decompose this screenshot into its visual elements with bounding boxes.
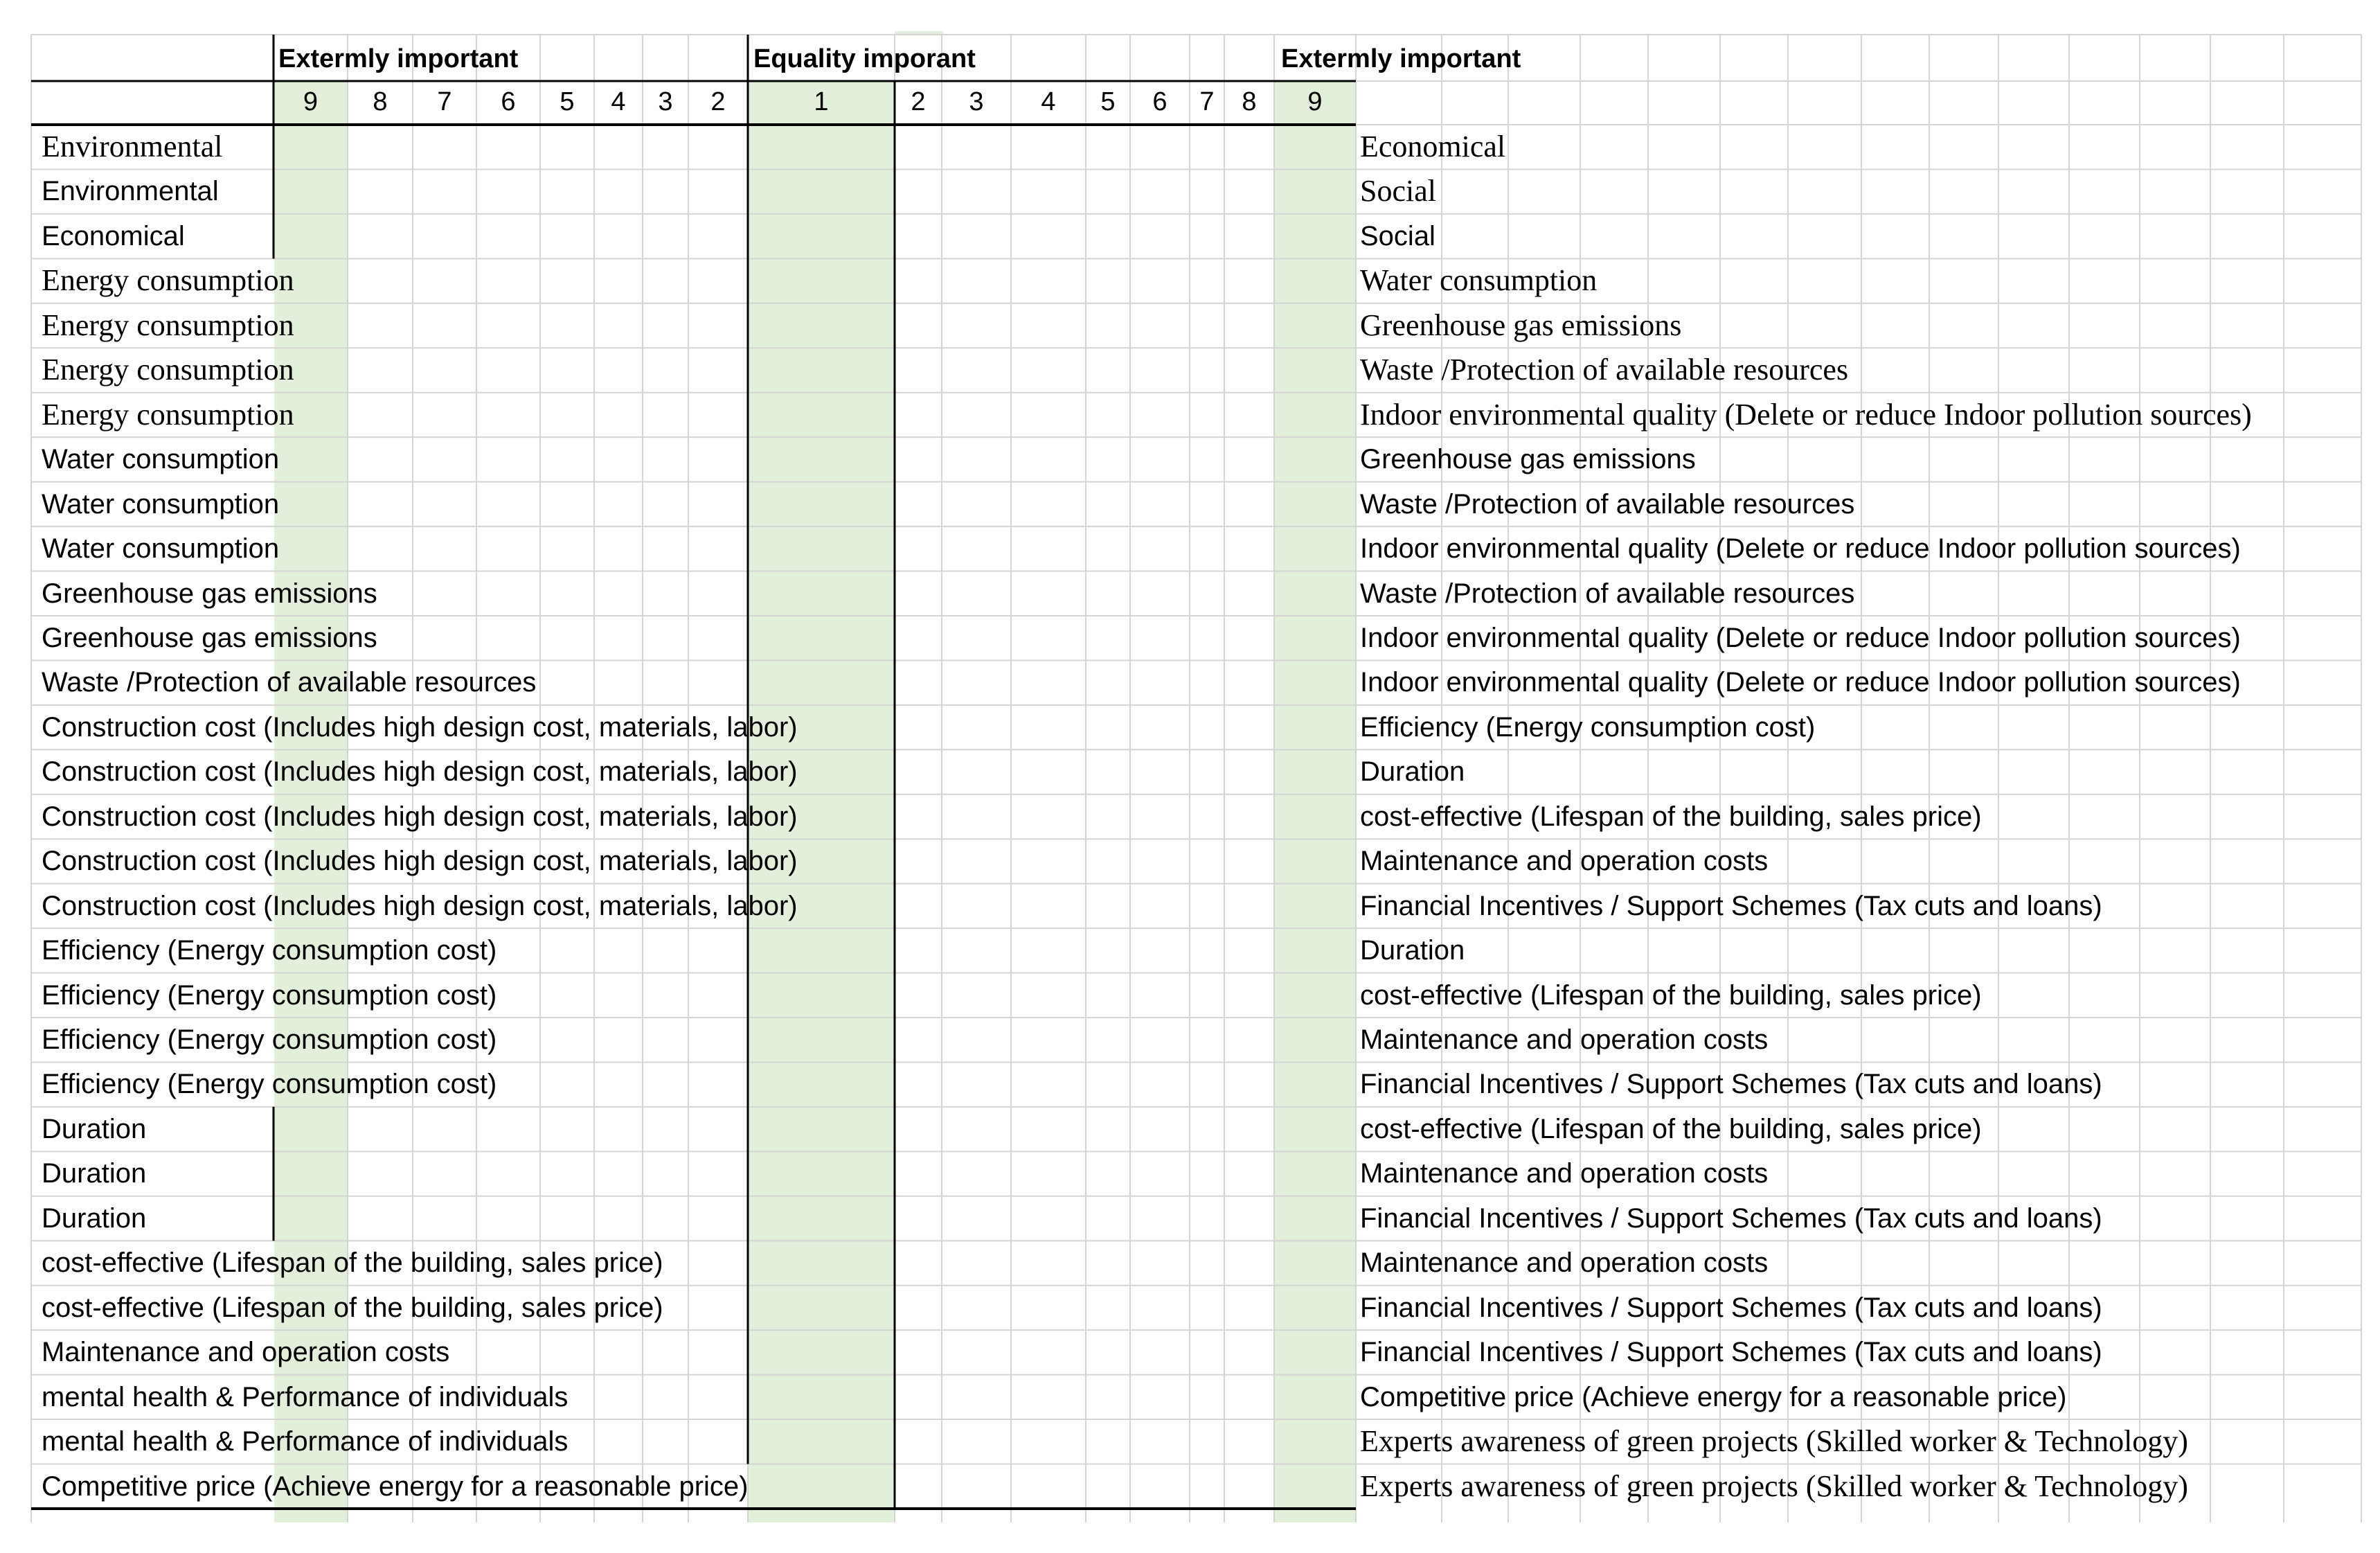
criterion-left[interactable]: Efficiency (Energy consumption cost) — [42, 1069, 497, 1100]
criterion-right[interactable]: Maintenance and operation costs — [1360, 1248, 1769, 1279]
criterion-right[interactable]: Financial Incentives / Support Schemes (Tax cuts and loans) — [1360, 1292, 2102, 1323]
criterion-left[interactable]: Water consumption — [42, 488, 280, 520]
criterion-right[interactable]: Maintenance and operation costs — [1360, 846, 1769, 877]
criterion-left[interactable]: Duration — [42, 1203, 147, 1234]
scale-number-cell[interactable]: 8 — [373, 87, 388, 116]
criterion-left[interactable]: Waste /Protection of available resources — [42, 667, 537, 698]
criterion-left[interactable]: cost-effective (Lifespan of the building, sales price) — [42, 1248, 663, 1279]
criterion-left[interactable]: Energy consumption — [42, 353, 294, 387]
criterion-left[interactable]: Maintenance and operation costs — [42, 1337, 450, 1368]
criterion-left[interactable]: Economical — [42, 220, 185, 251]
criterion-left[interactable]: Construction cost (Includes high design cost, materials, labor) — [42, 711, 798, 743]
scale-number-cell[interactable]: 4 — [1041, 87, 1056, 116]
criterion-left[interactable]: Water consumption — [42, 444, 280, 475]
scale-number-cell[interactable]: 9 — [1307, 87, 1323, 116]
scale-number-cell[interactable]: 7 — [437, 87, 452, 116]
criterion-left[interactable]: Energy consumption — [42, 308, 294, 342]
scale-number-cell[interactable]: 3 — [658, 87, 673, 116]
criterion-right[interactable]: Experts awareness of green projects (Skilled worker & Technology) — [1360, 1424, 2188, 1459]
criterion-right[interactable]: Efficiency (Energy consumption cost) — [1360, 711, 1816, 743]
scale-number-cell[interactable]: 3 — [969, 87, 984, 116]
criterion-right[interactable]: Maintenance and operation costs — [1360, 1024, 1769, 1055]
scale-number-cell[interactable]: 4 — [611, 87, 626, 116]
scale-number-cell[interactable]: 6 — [501, 87, 516, 116]
criterion-right[interactable]: Duration — [1360, 756, 1465, 788]
criterion-right[interactable]: Financial Incentives / Support Schemes (Tax cuts and loans) — [1360, 1069, 2102, 1100]
criterion-right[interactable]: Social — [1360, 220, 1435, 251]
criterion-right[interactable]: Experts awareness of green projects (Skilled worker & Technology) — [1360, 1468, 2188, 1503]
criterion-left[interactable]: Construction cost (Includes high design cost, materials, labor) — [42, 756, 798, 788]
criterion-right[interactable]: Water consumption — [1360, 263, 1598, 298]
scale-number-cell[interactable]: 2 — [710, 87, 726, 116]
criterion-right[interactable]: Indoor environmental quality (Delete or reduce Indoor pollution sources) — [1360, 667, 2241, 698]
criterion-right[interactable]: Financial Incentives / Support Schemes (Tax cuts and loans) — [1360, 1337, 2102, 1368]
scale-number-cell[interactable]: 8 — [1242, 87, 1257, 116]
criterion-right[interactable]: Waste /Protection of available resources — [1360, 488, 1855, 520]
criterion-left[interactable]: cost-effective (Lifespan of the building, sales price) — [42, 1292, 663, 1323]
criterion-right[interactable]: Indoor environmental quality (Delete or reduce Indoor pollution sources) — [1360, 397, 2252, 432]
criterion-left[interactable]: Construction cost (Includes high design cost, materials, labor) — [42, 890, 798, 921]
criterion-left[interactable]: mental health & Performance of individuals — [42, 1426, 569, 1457]
criterion-left[interactable]: Energy consumption — [42, 397, 294, 432]
scale-number-cell[interactable]: 7 — [1199, 87, 1215, 116]
criterion-right[interactable]: Greenhouse gas emissions — [1360, 308, 1682, 342]
criterion-right[interactable]: Waste /Protection of available resources — [1360, 353, 1849, 387]
criterion-right[interactable]: Indoor environmental quality (Delete or reduce Indoor pollution sources) — [1360, 622, 2241, 653]
criterion-right[interactable]: Economical — [1360, 130, 1506, 163]
criterion-left[interactable]: mental health & Performance of individuals — [42, 1381, 569, 1412]
criterion-right[interactable]: Financial Incentives / Support Schemes (Tax cuts and loans) — [1360, 890, 2102, 921]
criterion-left[interactable]: Water consumption — [42, 533, 280, 565]
criterion-left[interactable]: Environmental — [42, 176, 219, 207]
criterion-left[interactable]: Construction cost (Includes high design cost, materials, labor) — [42, 846, 798, 877]
criterion-right[interactable]: Financial Incentives / Support Schemes (Tax cuts and loans) — [1360, 1203, 2102, 1234]
criterion-right[interactable]: Competitive price (Achieve energy for a reasonable price) — [1360, 1381, 2067, 1412]
criterion-right[interactable]: cost-effective (Lifespan of the building, sales price) — [1360, 979, 1982, 1011]
criterion-left[interactable]: Greenhouse gas emissions — [42, 622, 377, 653]
criterion-left[interactable]: Efficiency (Energy consumption cost) — [42, 979, 497, 1011]
criterion-left[interactable]: Environmental — [42, 130, 223, 163]
criterion-left[interactable]: Energy consumption — [42, 263, 294, 298]
scale-number-cell[interactable]: 1 — [814, 87, 829, 116]
criterion-left[interactable]: Greenhouse gas emissions — [42, 578, 377, 609]
criterion-right[interactable]: Indoor environmental quality (Delete or reduce Indoor pollution sources) — [1360, 533, 2241, 565]
header-left-label: Extermly important — [278, 44, 519, 73]
criterion-left[interactable]: Efficiency (Energy consumption cost) — [42, 1024, 497, 1055]
criterion-left[interactable]: Competitive price (Achieve energy for a reasonable price) — [42, 1471, 749, 1502]
criterion-left[interactable]: Duration — [42, 1158, 147, 1189]
criterion-right[interactable]: Greenhouse gas emissions — [1360, 444, 1696, 475]
criterion-right[interactable]: Duration — [1360, 935, 1465, 966]
scale-number-cell[interactable]: 5 — [560, 87, 575, 116]
criterion-right[interactable]: cost-effective (Lifespan of the building, sales price) — [1360, 801, 1982, 832]
criterion-right[interactable]: Waste /Protection of available resources — [1360, 578, 1855, 609]
highlight-column-right-9 — [1274, 81, 1356, 1523]
header-center-label: Equality imporant — [753, 44, 976, 73]
criterion-left[interactable]: Duration — [42, 1113, 147, 1144]
scale-number-cell[interactable]: 6 — [1152, 87, 1167, 116]
scale-number-cell[interactable]: 5 — [1100, 87, 1116, 116]
criterion-left[interactable]: Construction cost (Includes high design cost, materials, labor) — [42, 801, 798, 832]
criterion-left[interactable]: Efficiency (Energy consumption cost) — [42, 935, 497, 966]
header-right-label: Extermly important — [1281, 44, 1521, 73]
criterion-right[interactable]: cost-effective (Lifespan of the building, sales price) — [1360, 1113, 1982, 1144]
scale-number-cell[interactable]: 9 — [303, 87, 319, 116]
scale-number-cell[interactable]: 2 — [911, 87, 926, 116]
criterion-right[interactable]: Social — [1360, 174, 1436, 208]
criterion-right[interactable]: Maintenance and operation costs — [1360, 1158, 1769, 1189]
